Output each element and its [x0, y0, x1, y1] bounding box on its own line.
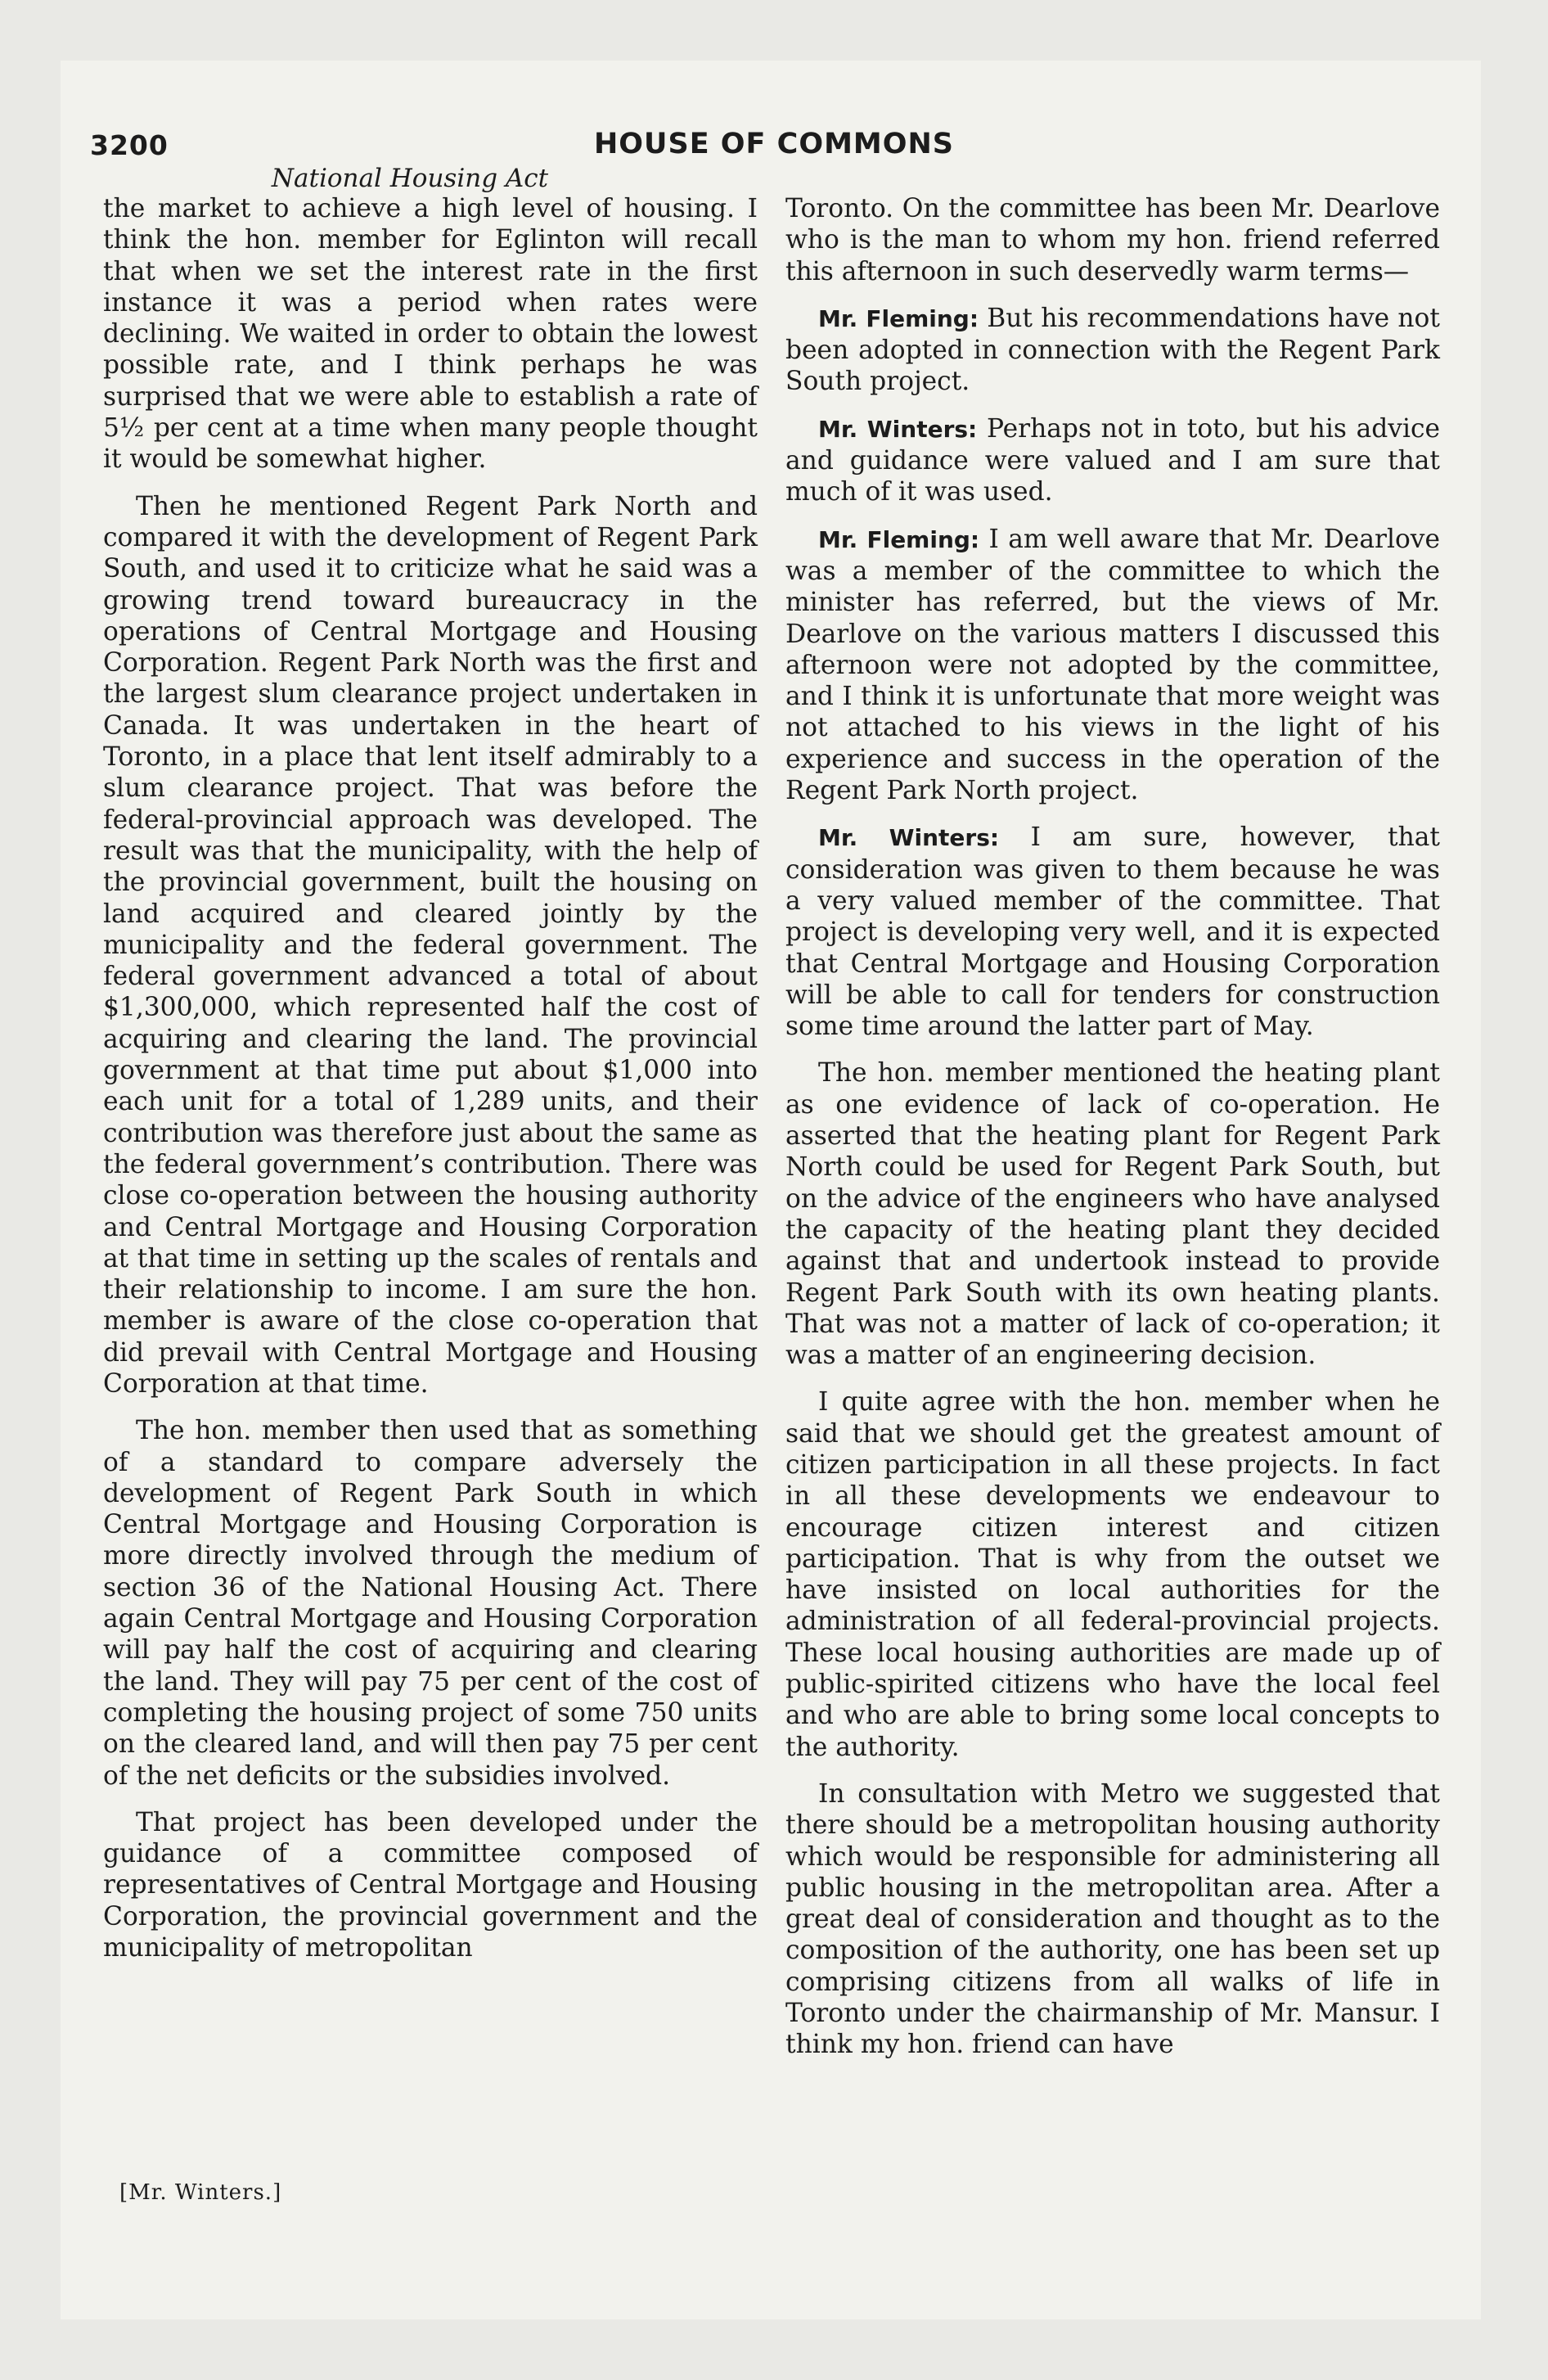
paragraph-text: In consultation with Metro we suggested that there should be a metropolitan housing authority which would be responsible for administering all public housing in the metropolitan area. After a great deal of consideration and thought as to the composition of the authority, one has been set up comprising citizens from all walks of life in Toronto under the chairmanship of Mr. Mansur. I think my hon. friend can have	[785, 1778, 1440, 2060]
right-column	[785, 193, 1440, 2076]
paragraph: The hon. member then used that as something of a standard to compare adversely the development of Regent Park South in which Central Mortgage and Housing Corporation is more directly involved through the medium of section 36 of the National Housing Act. There again Central Mortgage and Housing Corporation will pay half the cost of acquiring and clearing the land. They will pay 75 per cent of the cost of completing the housing project of some 750 units on the cleared land, and will then pay 75 per cent of the net deficits or the subsidies involved.	[103, 1416, 758, 1791]
speech-text: But his recommendations have not been adopted in connection with the Regent Park South project.	[785, 303, 1440, 397]
speaker-name: Mr. Winters:	[818, 415, 978, 443]
page-subheader: National Housing Act	[271, 164, 549, 193]
speaker-name: Mr. Fleming:	[818, 525, 980, 553]
speaker-footer: [Mr. Winters.]	[119, 2180, 282, 2205]
speech	[785, 524, 1440, 807]
paragraph: Then he mentioned Regent Park North and compared it with the development of Regent Park South, and used it to criticize what he said was a growing trend toward bureaucracy in the operations of Central Mortgage and Housing Corporation. Regent Park North was the first and the largest slum clearance project undertaken in Canada. It was undertaken in the heart of Toronto, in a place that lent itself admirably to a slum clearance project. That was before the federal-provincial approach was developed. The result was that the municipality, with the help of the provincial government, built the housing on land acquired and cleared jointly by the municipality and the federal government. The federal government advanced a total of about $1,300,000, which represented half the cost of acquiring and clearing the land. The provincial government at that time put about $1,000 into each unit for a total of 1,289 units, and their contribution was therefore just about the same as the federal government’s contribution. There was close co-operation between the housing authority and Central Mortgage and Housing Corporation at that time in setting up the scales of rentals and their relationship to income. I am sure the hon. member is aware of the close co-operation that did prevail with Central Mortgage and Housing Corporation at that time.	[103, 491, 758, 1399]
speech-text: I am sure, however, that consideration was given to them because he was a very valued member of the committee. That project is developing very well, and it is expected that Central Mortgage and Housing Corporation will be able to call for tenders for construction some time around the latter part of May.	[785, 823, 1441, 1042]
page-header: HOUSE OF COMMONS	[594, 128, 954, 160]
page-number: 3200	[90, 129, 169, 161]
paragraph	[785, 1386, 1440, 1763]
paragraph	[785, 193, 1440, 287]
paragraph-text: The hon. member mentioned the heating plant as one evidence of lack of co-operation. He asserted that the heating plant for Regent Park North could be used for Regent Park South, but on the advice of the engineers who have analysed the capacity of the heating plant they decided against that and undertook instead to provide Regent Park South with its own heating plants. That was not a matter of lack of co-operation; it was a matter of an engineering decision.	[785, 1058, 1440, 1371]
paragraph-text: Toronto. On the committee has been Mr. Dearlove who is the man to whom my hon. friend referred this afternoon in such deservedly warm terms—	[785, 194, 1440, 286]
speech-text: Perhaps not in toto, but his advice and guidance were valued and I am sure that much of it was used.	[785, 413, 1441, 507]
paragraph: That project has been developed under the guidance of a committee composed of representatives of Central Mortgage and Housing Corporation, the provincial government and the municipality of metropolitan	[103, 1807, 758, 1963]
speech	[785, 303, 1440, 398]
paragraph	[785, 1057, 1440, 1371]
speech	[785, 822, 1440, 1042]
paragraph	[785, 1778, 1440, 2061]
paragraph-text: I quite agree with the hon. member when he said that we should get the greatest amount of citizen participation in all these projects. In fact in all these developments we endeavour to encourage citizen interest and citizen participation. That is why from the outset we have insisted on local authorities for the administration of all federal-provincial projects. These local housing authorities are made up of public-spirited citizens who have the local feel and who are able to bring some local concepts to the authority.	[785, 1387, 1440, 1762]
speech-text: I am well aware that Mr. Dearlove was a member of the committee to which the minister has referred, but the views of Mr. Dearlove on the various matters I discussed this afternoon were not adopted by the committee, and I think it is unfortunate that more weight was not attached to his views in the light of his experience and success in the operation of the Regent Park North project.	[785, 524, 1440, 806]
paragraph: the market to achieve a high level of housing. I think the hon. member for Eglinton will recall that when we set the interest rate in the first instance it was a period when rates were declining. We waited in order to obtain the lowest possible rate, and I think perhaps he was surprised that we were able to establish a rate of 5½ per cent at a time when many people thought it would be somewhat higher.	[103, 194, 758, 475]
speech	[785, 413, 1440, 508]
speaker-name: Mr. Winters:	[818, 824, 1000, 852]
left-column	[103, 193, 758, 1979]
speaker-name: Mr. Fleming:	[818, 304, 979, 332]
